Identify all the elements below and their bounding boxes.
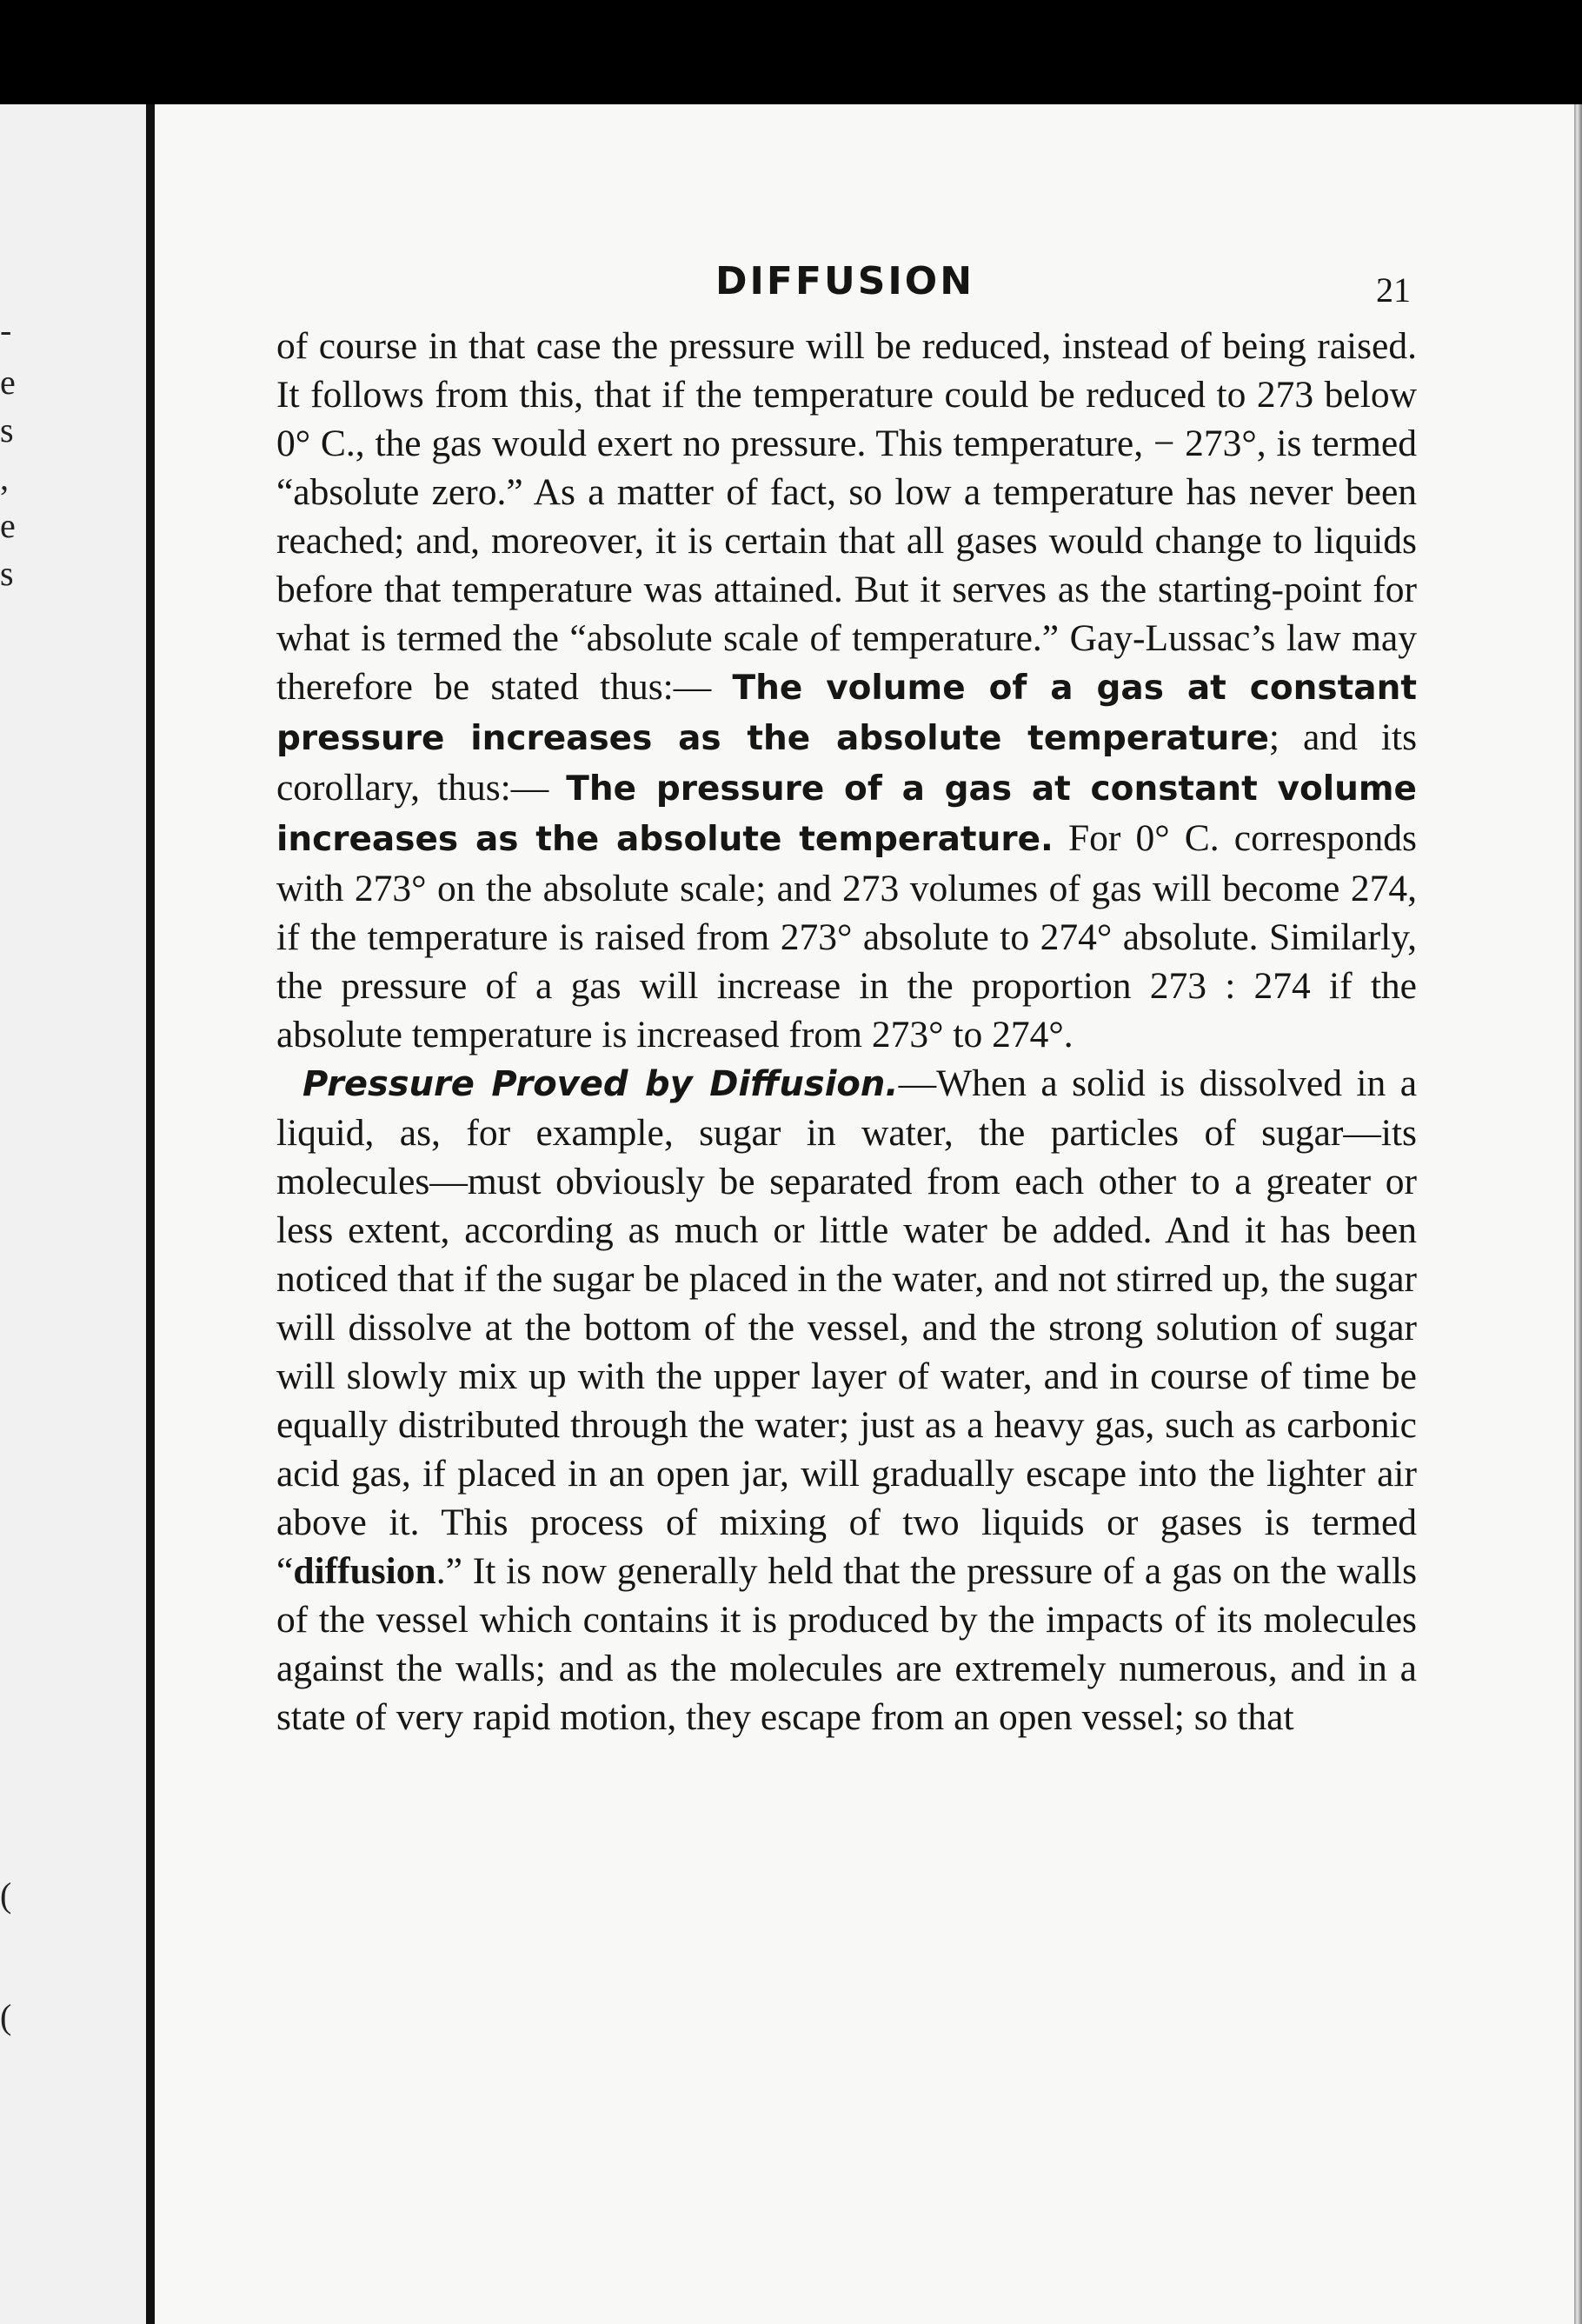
margin-char: s — [0, 410, 14, 449]
page-header — [155, 259, 1574, 320]
page-edge-shadow — [1574, 104, 1582, 2324]
paragraph-gay-lussac — [276, 322, 1417, 1059]
term-diffusion: diffusion — [293, 1550, 436, 1592]
text-run: —When a solid is dissolved in a liquid, as, for example, sugar in water, the particles of sugar—its molecules—must obviously be separated from each other to a greater or less extent, according as much or little water be added. And it has been noticed that if the sugar be placed in the water, and not stirred up, the sugar will dissolve at the bottom of the vessel, and the strong solution of sugar will slowly mix up with the upper layer of water, and in course of time be equally distributed through the water; just as a heavy gas, such as carbonic acid gas, if placed in an open jar, will gradually escape into the lighter air above it. This process of mixing of two liquids or gases is termed “ — [276, 1062, 1417, 1592]
text-run: ; and its corollary, thus:— — [276, 716, 1417, 809]
text-run: .” It is now generally held that the pressure of a gas on the walls of the vessel which contains it is produced by the impacts of its molecules against the walls; and as the molecules are extremely numerous, and in a state of very rapid motion, they escape from an open vessel; so that — [276, 1550, 1417, 1738]
facing-page-margin-characters — [0, 104, 26, 2324]
margin-char: s — [0, 554, 14, 593]
margin-char: e — [0, 506, 16, 545]
text-run: of course in that case the pressure will be reduced, instead of being raised. It follows from this, that if the temperature could be reduced to 273 below 0° C., the gas would exert no pressure. This temperature, − 273°, is termed “absolute zero.” As a matter of fact, so low a temperature has never been reached; and, moreover, it is certain that all gases would change to liquids before that temperature was attained. But it serves as the starting-point for what is termed the “absolute scale of temperature.” Gay-Lussac’s law may therefore be stated thus:— — [276, 325, 1417, 708]
margin-char: ( — [0, 1875, 12, 1914]
paragraph-diffusion — [276, 1059, 1417, 1741]
book-page — [155, 104, 1574, 2324]
margin-char: - — [0, 310, 12, 350]
facing-page-edge — [0, 104, 146, 2324]
margin-char: e — [0, 363, 16, 402]
page-number: 21 — [1376, 270, 1411, 310]
margin-char: ( — [0, 1997, 12, 2036]
book-gutter — [146, 104, 155, 2324]
running-head: DIFFUSION — [715, 259, 975, 303]
margin-char: , — [0, 458, 9, 497]
text-run: For 0° C. corresponds with 273° on the absolute scale; and 273 volumes of gas will become 274, if the temperature is raised from 273° absolute to 274° absolute. Similarly, the pressure of a gas will increase in the proportion 273 : 274 if the absolute temperature is increased from 273° to 274°. — [276, 817, 1417, 1055]
section-heading: Pressure Proved by Diffusion. — [302, 1064, 899, 1104]
body-text — [276, 322, 1417, 1741]
law-volume-statement: The volume of a gas at constant pressure increases as the absolute temperature — [276, 669, 1417, 758]
law-pressure-statement: The pressure of a gas at constant volume increases as the absolute temperature. — [276, 769, 1417, 859]
